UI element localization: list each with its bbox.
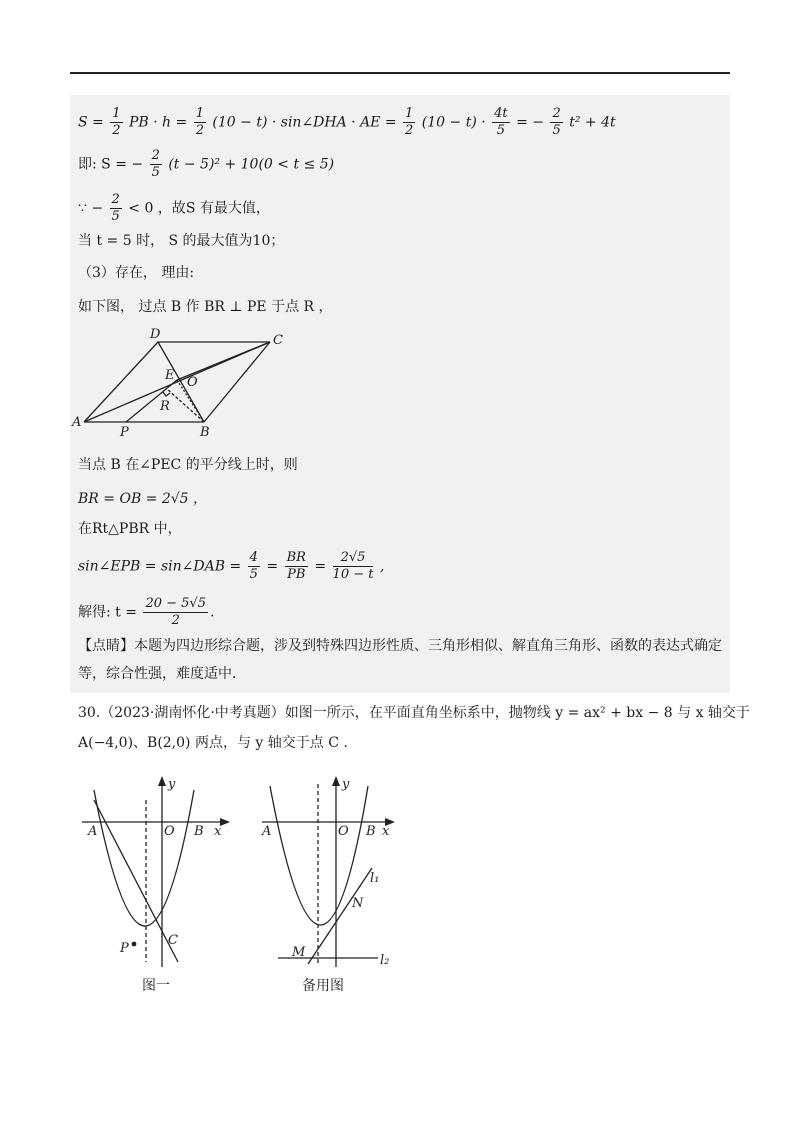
label-l2: l₂ bbox=[380, 953, 390, 968]
solution-t: 解得: t = $\frac{20 - 5√5}{2}$ . bbox=[78, 596, 215, 628]
parallelogram-figure bbox=[70, 322, 300, 442]
label-C: C bbox=[168, 933, 178, 948]
comment-paragraph: 【点睛】本题为四边形综合题，涉及到特殊四边形性质、三角形相似、解直角三角形、函数的表达式确定等，综合性强，难度适中． bbox=[78, 638, 722, 682]
edge-AD bbox=[84, 342, 158, 422]
right-angle-mark bbox=[163, 392, 170, 396]
label-B: B bbox=[200, 425, 210, 440]
label-E: E bbox=[165, 368, 175, 383]
x-arrow bbox=[220, 818, 230, 826]
label-D: D bbox=[150, 327, 161, 342]
label-y: y bbox=[168, 777, 176, 792]
caption-graph1: 图一 bbox=[142, 978, 170, 994]
label-A: A bbox=[262, 824, 272, 839]
sine-equation: sin∠EPB = sin∠DAB = $\frac{4}{5}$ = $\frac{BR}{PB}$ = $\frac{2√5}{10 - t}$ , bbox=[78, 550, 385, 582]
label-M: M bbox=[292, 945, 306, 960]
label-B: B bbox=[366, 824, 376, 839]
area-formula: S = $\frac{1}{2}$ PB · h = $\frac{1}{2}$ (10 − t) · sin∠DHA · AE = $\frac{1}{2}$ (10 − t) · $\frac{4t}{5}$ = − $\frac{2}{5}$ t² + 4t bbox=[78, 106, 616, 138]
y-arrow bbox=[332, 776, 340, 786]
label-C: C bbox=[273, 333, 283, 348]
label-l1: l₁ bbox=[370, 871, 380, 886]
br-equation: BR = OB = 2√5 ， bbox=[78, 491, 208, 507]
y-arrow bbox=[158, 776, 166, 786]
edge-CB bbox=[204, 342, 270, 422]
question-line-2: A(−4,0)、B(2,0) 两点，与 y 轴交于点 C . bbox=[78, 735, 348, 751]
parabola-graph-2 bbox=[256, 772, 406, 972]
part3-header: （3）存在， 理由: bbox=[78, 265, 195, 281]
bisector-condition: 当点 B 在∠PEC 的平分线上时，则 bbox=[78, 457, 298, 473]
triangle-note: 在Rt△PBR 中， bbox=[78, 521, 182, 537]
parabola-curve bbox=[94, 790, 194, 926]
label-y: y bbox=[342, 777, 350, 792]
vertex-form: 即: S = − $\frac{2}{5}$ (t − 5)² + 10(0 < t ≤ 5) bbox=[78, 148, 335, 180]
label-x: x bbox=[214, 824, 222, 839]
question-line-1: 30.（2023·湖南怀化·中考真题）如图一所示，在平面直角坐标系中，抛物线 y = ax² + bx − 8 与 x 轴交于 bbox=[78, 705, 750, 721]
parabola-graph-1 bbox=[76, 772, 236, 972]
label-x: x bbox=[382, 824, 390, 839]
header-rule bbox=[70, 72, 730, 74]
point-P bbox=[132, 942, 137, 947]
max-value: 当 t = 5 时， S 的最大值为10； bbox=[78, 233, 285, 249]
label-R: R bbox=[160, 399, 170, 414]
label-A: A bbox=[88, 824, 98, 839]
caption-graph2: 备用图 bbox=[302, 978, 344, 994]
label-P: P bbox=[120, 425, 129, 440]
label-O: O bbox=[338, 824, 349, 839]
label-O: O bbox=[164, 824, 175, 839]
label-B: B bbox=[194, 824, 204, 839]
label-N: N bbox=[352, 896, 364, 911]
max-condition: ∵ − $\frac{2}{5}$ < 0 ，故S 有最大值， bbox=[78, 192, 270, 224]
construction-note: 如下图， 过点 B 作 BR ⊥ PE 于点 R ， bbox=[78, 299, 333, 315]
label-A: A bbox=[72, 415, 82, 430]
label-O: O bbox=[187, 375, 198, 390]
label-P: P bbox=[120, 941, 129, 956]
